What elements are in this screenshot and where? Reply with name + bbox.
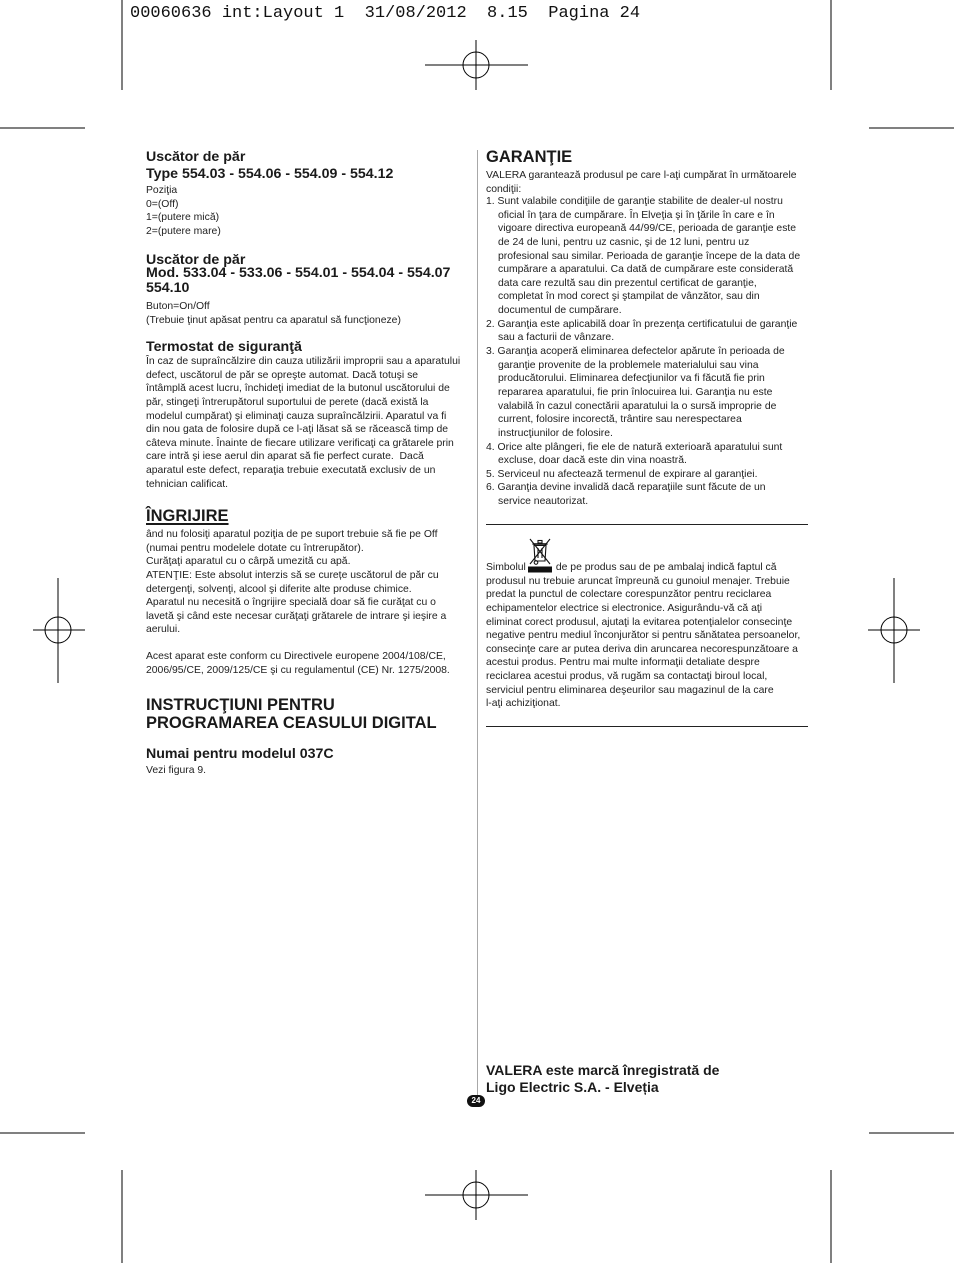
text-line: echipamentelor electrice si electronice. Asigurându-vă că aţi: [486, 602, 763, 614]
trademark-line: VALERA este marcă înregistrată de: [486, 1062, 720, 1078]
warranty-item-line: cumpărare a aparatului. Ca dată de cumpărare este considerată: [498, 264, 794, 276]
warranty-item-line: service neautorizat.: [498, 496, 589, 508]
warranty-item-line: 4. Orice alte plângeri, fie ele de natură exterioară aparatului sunt: [486, 441, 783, 453]
warranty-item: [486, 345, 800, 440]
registration-mark-left: [33, 578, 85, 683]
text-line: reciclarea acestui produs, vă rugăm sa contactaţi biroul local,: [486, 671, 768, 683]
warranty-item-line: 3. Garanţia acoperă eliminarea defectelor apărute în perioada de: [486, 346, 785, 358]
text-line: (Trebuie ţinut apăsat pentru ca aparatul să funcţioneze): [146, 314, 401, 326]
thermostat-title: Termostat de siguranţă: [146, 339, 302, 355]
text-line: aparatul este defect, reparaţia trebuie executată exclusiv de un: [146, 465, 436, 477]
text-line: Buton=On/Off: [146, 301, 210, 312]
registration-mark-right: [868, 578, 920, 683]
text-line: lavetă şi când este necesar curăţaţi grătarele de intrare şi ieşire a: [146, 610, 447, 622]
text-line: 0=(Off): [146, 198, 179, 210]
conformity-paragraph: [146, 650, 450, 677]
text-line: Aparatul nu necesită o îngrijire specială doar să fie curăţat cu o: [146, 597, 436, 609]
warranty-item-line: vigoare directiva europeană 44/99/CE, perioada de garanţie este: [498, 223, 797, 235]
text-line: Acest aparat este conform cu Directivele europene 2004/108/CE,: [146, 651, 446, 662]
text-line: acestui produs. Pentru mai multe informaţii detaliate despre: [486, 657, 760, 669]
warranty-item-line: profesional sau similar. Perioada de garanţie începe de la data de: [498, 250, 801, 262]
model-line: 554.10: [146, 280, 190, 296]
model-type: Type 554.03 - 554.06 - 554.09 - 554.12: [146, 166, 394, 182]
text-line: VALERA garantează produsul pe care l-aţi cumpărat în următoarele: [486, 170, 797, 181]
warranty-item: [486, 195, 800, 318]
text-line: 1=(putere mică): [146, 212, 220, 224]
care-paragraph: [146, 528, 446, 637]
thermostat-paragraph: [146, 355, 460, 491]
warranty-item-line: 1. Sunt valabile condiţiile de garanţie stabilite de dealer-ul nostru: [486, 196, 783, 207]
weee-lead-text: Simbolul: [486, 562, 526, 573]
section-rule: [486, 524, 808, 525]
figure-reference: Vezi figura 9.: [146, 765, 207, 776]
warranty-item-line: instrucţiunilor de folosire.: [498, 427, 613, 439]
text-line: modelul cumpărat) şi eliminaţi cauza supraîncălzirii. Aparatul va fi: [146, 410, 447, 422]
text-line: predat la punctul de colectare corespunzător pentru reciclarea: [486, 589, 772, 601]
text-line: serviciul pentru eliminarea deşeurilor sau magazinul de la care: [486, 684, 774, 696]
warranty-item-line: 5. Serviceul nu afectează termenul de expirare al garanţiei.: [486, 468, 758, 480]
warranty-item-line: valabilă în cazul conectării aparatului la o sursă improprie de: [498, 400, 777, 412]
warranty-item-line: data care rezultă sau din prezentul certificat de garanţie,: [498, 277, 757, 289]
clock-subtitle: Numai pentru modelul 037C: [146, 746, 334, 762]
section-title: Uscător de păr: [146, 252, 246, 268]
text-line: ând nu folosiţi aparatul poziţia de pe suport trebuie să fie pe Off: [146, 529, 438, 540]
warranty-intro: [486, 169, 797, 196]
heading-line: PROGRAMAREA CEASULUI DIGITAL: [146, 714, 437, 732]
text-line: din nou gata de folosire după ce l-aţi lăsat să se răcească timp de: [146, 424, 449, 436]
trademark-notice: [486, 1062, 719, 1096]
trademark-line: Ligo Electric S.A. - Elveția: [486, 1079, 659, 1095]
warranty-conditions-list: [486, 195, 800, 509]
warranty-item: [486, 441, 800, 468]
heading-line: INSTRUCŢIUNI PENTRU: [146, 696, 335, 714]
clock-heading: [146, 696, 437, 732]
warranty-item: [486, 468, 800, 482]
warranty-item-line: producătorului. Eliminarea defecţiunilor va fi făcută fie prin: [498, 373, 765, 385]
weee-first-line: [486, 561, 800, 575]
text-line: aerului.: [146, 624, 181, 636]
warranty-item-line: repararea aparatului, fie prin înlocuirea lui. Garanţia nu este: [498, 386, 773, 398]
page-number-badge: 24: [467, 1095, 485, 1107]
section-rule: [486, 726, 808, 727]
warranty-item-line: completat în mod corect şi ştampilat de vânzător, sau din: [498, 291, 760, 303]
text-line: câteva minute. Înainte de fiecare utilizare verificaţi ca grătarele prin: [146, 437, 454, 449]
text-line: Poziţia: [146, 185, 178, 196]
registration-mark-top: [425, 40, 528, 90]
text-line: condiţii:: [486, 183, 522, 195]
text-line: consecinţe care ar putea deriva din aruncarea necorespunzătoare a: [486, 643, 798, 655]
crossed-out-wheelie-bin-icon: [526, 561, 556, 575]
weee-paragraph: [486, 561, 800, 711]
care-heading: ÎNGRIJIRE: [146, 507, 229, 525]
warranty-item-line: documentul de cumpărare.: [498, 305, 622, 317]
text-line: ATENŢIE: Este absolut interzis să se curețe uscătorul de păr cu: [146, 569, 439, 581]
warranty-item-line: de 24 de luni, pentru uz casnic, şi de 12 luni, pentru uz: [498, 236, 750, 248]
text-line: care intră şi iese aerul din aparat să fie perfect curate. Dacă: [146, 451, 424, 463]
text-line: negative pentru mediul înconjurător si pentru sănătatea persoanelor,: [486, 630, 801, 642]
text-line: tehnician calificat.: [146, 478, 229, 490]
warranty-item-line: excluse, doar dacă este din vina noastră.: [498, 455, 687, 467]
text-line: Curăţaţi aparatul cu o cârpă umezită cu apă.: [146, 556, 351, 568]
warranty-item: [486, 481, 800, 508]
section-title: Uscător de păr: [146, 149, 246, 165]
text-line: păr, stingeţi întrerupătorul suportului de perete (dacă există la: [146, 396, 429, 408]
text-line: 2006/95/CE, 2009/125/CE şi cu regulamentul (CE) Nr. 1275/2008.: [146, 664, 450, 676]
text-line: defect, uscătorul de păr se opreşte automat. Dacă totuşi se: [146, 369, 419, 381]
print-slug: 00060636 int:Layout 1 31/08/2012 8.15 Pagina 24: [130, 4, 641, 23]
weee-first-line-text: de pe produs sau de pe ambalaj indică faptul că: [555, 562, 777, 573]
registration-mark-bottom: [425, 1170, 528, 1220]
warranty-item-line: garanţie provenite de la problemele materialului sau vina: [498, 359, 759, 371]
text-line: întâmplă acest lucru, închideţi imediat de la butonul uscătorului de: [146, 383, 450, 395]
warranty-item-line: oficial în ţara de cumpărare. În Elveţia şi în ţările în care e în: [498, 209, 775, 221]
warranty-item: [486, 318, 800, 345]
text-line: eliminat corect produsul, ajutaţi la evitarea potenţialelor consecinţe: [486, 616, 793, 628]
position-list: [146, 184, 221, 239]
column-divider: [477, 150, 478, 1095]
model-line: Mod. 533.04 - 533.06 - 554.01 - 554.04 - 554.07: [146, 265, 451, 281]
text-line: l-aţi achiziţionat.: [486, 698, 561, 710]
warranty-item-line: sau a facturii de vânzare.: [498, 332, 615, 344]
button-info: [146, 300, 401, 327]
text-line: (numai pentru modelele dotate cu întrerupător).: [146, 542, 364, 554]
warranty-heading: GARANŢIE: [486, 148, 573, 166]
text-line: produsul nu trebuie aruncat împreună cu gunoiul menajer. Trebuie: [486, 575, 790, 587]
text-line: În caz de supraîncălzire din cauza utilizării improprii sau a aparatului: [146, 356, 461, 367]
text-line: detergenţi, solvenţi, alcool şi diferite alte produse chimice.: [146, 583, 412, 595]
warranty-item-line: 2. Garanţia este aplicabilă doar în prezenţa certificatului de garanţie: [486, 318, 798, 330]
model-list: [146, 266, 450, 296]
text-line: 2=(putere mare): [146, 225, 221, 237]
warranty-item-line: current, folosire incorectă, trântire sau nerespectarea: [498, 414, 742, 426]
warranty-item-line: 6. Garanţia devine invalidă dacă reparaţiile sunt făcute de un: [486, 482, 766, 494]
